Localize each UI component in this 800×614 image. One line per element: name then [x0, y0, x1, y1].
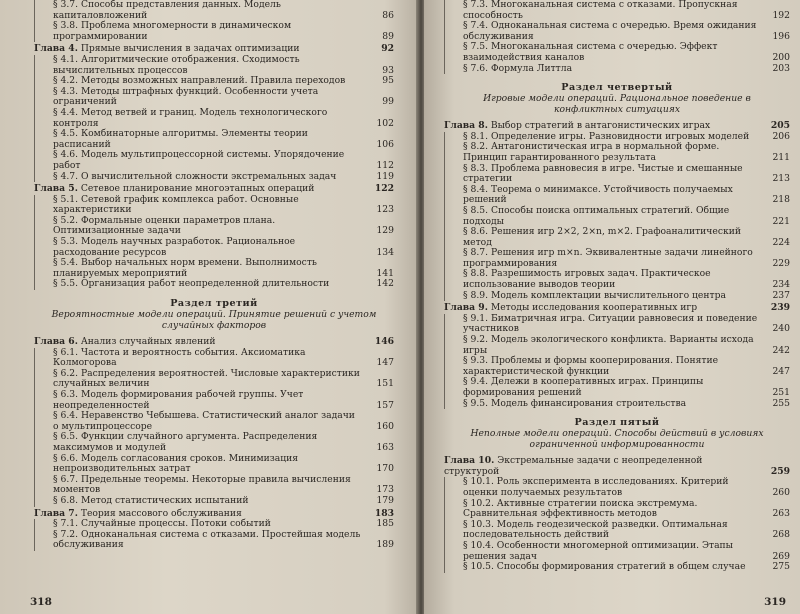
entry-title: § 4.5. Комбинаторные алгоритмы. Элементы теории расписаний	[53, 128, 308, 150]
entry-page-number: 218	[772, 194, 790, 206]
part-title: Раздел третий	[170, 298, 258, 310]
right-toc-column	[444, 0, 790, 573]
section-entry	[444, 142, 790, 163]
entry-page-number: 203	[772, 62, 790, 74]
chapter-number: Глава 10.	[444, 455, 495, 467]
section-entry	[444, 477, 790, 498]
entry-title: § 8.5. Способы поиска оптимальных стратегий. Общие подходы	[463, 204, 730, 227]
entry-title: § 6.6. Модель согласования сроков. Минимизация непроизводительных затрат	[53, 452, 299, 475]
entry-title: § 10.4. Особенности многомерной оптимизации. Этапы решения задач	[463, 539, 733, 562]
entry-title: § 5.5. Организация работ неопределенной длительности	[53, 278, 330, 290]
entry-page-number: 122	[374, 183, 394, 195]
entry-page-number: 205	[770, 120, 790, 132]
section-entry	[444, 0, 790, 21]
entry-title: § 4.3. Методы штрафных функций. Особенности учета ограничений	[53, 85, 319, 108]
entry-title: § 6.5. Функции случайного аргумента. Распределения максимумов и модулей	[53, 431, 318, 453]
chapter-number: Глава 4.	[34, 43, 78, 55]
entry-title: § 10.2. Активные стратегии поиска экстремума. Сравнительная эффективность методов	[463, 497, 698, 520]
entry-page-number: 99	[382, 96, 394, 108]
entry-page-number: 160	[376, 420, 394, 432]
entry-page-number: 146	[374, 336, 394, 348]
entry-title: § 9.3. Проблемы и формы кооперирования. Понятие характеристической функции	[463, 355, 719, 377]
section-entry	[444, 499, 790, 520]
entry-title: Прямые вычисления в задачах оптимизации	[80, 43, 300, 55]
entry-page-number: 95	[382, 75, 394, 87]
entry-title: § 8.3. Проблема равновесия в игре. Чистые и смешанные стратегии	[463, 162, 743, 185]
entry-title: § 8.2. Антагонистическая игра в нормальной форме. Принцип гарантированного результата	[463, 141, 720, 163]
entry-page-number: 200	[772, 51, 790, 63]
entry-page-number: 170	[376, 463, 394, 475]
entry-title: § 6.1. Частота и вероятность события. Аксиоматика Колмогорова	[53, 346, 306, 369]
left-page-number: 318	[30, 596, 52, 608]
section-entry	[444, 520, 790, 541]
entry-page-number: 106	[376, 138, 394, 150]
section-entry	[444, 206, 790, 227]
entry-page-number: 151	[376, 378, 394, 390]
entry-title: § 5.1. Сетевой график комплекса работ. Основные характеристики	[53, 193, 299, 216]
section-entry	[444, 399, 790, 410]
entry-title: § 9.2. Модель экологического конфликта. Варианты исхода игры	[463, 334, 754, 356]
entry-title: § 7.6. Формула Литтла	[463, 62, 573, 74]
entry-title: Сетевое планирование многоэтапных операций	[80, 183, 315, 195]
section-entry	[444, 335, 790, 356]
entry-page-number: 129	[376, 225, 394, 237]
entry-title: § 6.7. Предельные теоремы. Некоторые правила вычисления моментов	[53, 473, 351, 496]
entry-page-number: 255	[772, 397, 790, 409]
entry-page-number: 185	[376, 518, 394, 530]
entry-page-number: 92	[381, 43, 394, 55]
entry-page-number: 163	[376, 441, 394, 453]
section-entry	[34, 279, 394, 290]
entry-title: § 4.7. О вычислительной сложности экстремальных задач	[53, 170, 337, 182]
entry-page-number: 259	[770, 465, 790, 477]
entry-page-number: 189	[376, 539, 394, 551]
section-entry	[34, 475, 394, 496]
entry-page-number: 221	[772, 215, 790, 227]
section-entry	[444, 164, 790, 185]
section-entry	[444, 248, 790, 269]
entry-title: § 7.5. Многоканальная система с очередью. Эффект взаимодействия каналов	[463, 41, 718, 63]
entry-page-number: 196	[772, 30, 790, 42]
entry-title: § 6.8. Метод статистических испытаний	[53, 494, 249, 506]
chapter-number: Глава 5.	[34, 183, 78, 195]
section-entry	[444, 541, 790, 562]
entry-title: § 7.3. Многоканальная система с отказами. Пропускная способность	[463, 0, 738, 21]
section-entry	[34, 216, 394, 237]
section-entry	[34, 390, 394, 411]
section-entry	[34, 237, 394, 258]
entry-title: § 8.1. Определение игры. Разновидности игровых моделей	[463, 130, 750, 142]
entry-title: Методы исследования кооперативных игр	[490, 302, 698, 314]
entry-page-number: 229	[772, 257, 790, 269]
entry-page-number: 86	[382, 9, 394, 21]
left-toc-column	[34, 0, 394, 551]
entry-page-number: 183	[374, 507, 394, 519]
entry-page-number: 269	[772, 550, 790, 562]
entry-title: § 6.4. Неравенство Чебышева. Статистический аналог задачи о мультипроцессоре	[53, 410, 355, 432]
entry-page-number: 211	[772, 151, 790, 163]
section-entry	[444, 291, 790, 302]
entry-title: § 3.7. Способы представления данных. Модель капиталовложений	[53, 0, 281, 21]
entry-page-number: 234	[772, 279, 790, 291]
section-entry	[444, 377, 790, 398]
entry-page-number: 147	[376, 357, 394, 369]
section-entry	[444, 21, 790, 42]
section-entry	[34, 411, 394, 432]
section-entry	[444, 64, 790, 75]
right-page-number: 319	[764, 596, 786, 608]
entry-title: Теория массового обслуживания	[80, 507, 242, 519]
entry-title: § 7.2. Одноканальная система с отказами. Простейшая модель обслуживания	[53, 528, 361, 551]
entry-title: § 6.3. Модель формирования рабочей группы. Учет неопределенностей	[53, 389, 304, 411]
entry-page-number: 224	[772, 236, 790, 248]
section-entry	[34, 496, 394, 507]
entry-title: Экстремальные задачи с неопределенной структурой	[444, 455, 703, 477]
entry-page-number: 141	[376, 267, 394, 279]
entry-title: § 4.1. Алгоритмические отображения. Сходимость вычислительных процессов	[53, 53, 300, 76]
entry-title: § 9.1. Биматричная игра. Ситуации равновесия и поведение участников	[463, 312, 758, 335]
section-entry	[444, 562, 790, 573]
entry-title: § 6.2. Распределения вероятностей. Числовые характеристики случайных величин	[53, 367, 360, 390]
chapter-number: Глава 8.	[444, 120, 488, 132]
section-entry	[34, 55, 394, 76]
section-entry	[34, 129, 394, 150]
section-entry	[34, 172, 394, 183]
entry-page-number: 237	[772, 289, 790, 301]
entry-page-number: 89	[382, 30, 394, 42]
entry-title: § 8.9. Модель комплектации вычислительного центра	[463, 289, 726, 301]
entry-title: § 10.1. Роль эксперимента в исследованиях. Критерий оценки получаемых результатов	[463, 476, 729, 498]
entry-page-number: 247	[772, 365, 790, 377]
entry-title: § 7.4. Одноканальная система с очередью. Время ожидания обслуживания	[463, 20, 757, 42]
entry-title: § 4.6. Модель мультипроцессорной системы. Упорядочение работ	[53, 149, 345, 171]
section-entry	[34, 369, 394, 390]
entry-title: § 5.3. Модель научных разработок. Рациональное расходование ресурсов	[53, 236, 296, 258]
section-entry	[34, 150, 394, 171]
entry-title: Выбор стратегий в антагонистических играх	[490, 120, 711, 132]
entry-page-number: 142	[376, 278, 394, 290]
section-entry	[34, 432, 394, 453]
entry-page-number: 173	[376, 484, 394, 496]
section-entry	[444, 185, 790, 206]
chapter-entry	[444, 456, 790, 477]
entry-page-number: 251	[772, 387, 790, 398]
entry-title: § 10.3. Модель геодезической разведки. Оптимальная последовательность действий	[463, 518, 728, 541]
entry-page-number: 213	[772, 173, 790, 185]
entry-title: § 3.8. Проблема многомерности в динамическом программировании	[53, 20, 292, 42]
section-entry	[34, 108, 394, 129]
entry-title: § 9.5. Модель финансирования строительства	[463, 397, 687, 409]
section-entry	[444, 42, 790, 63]
section-entry	[34, 195, 394, 216]
right-page	[424, 0, 800, 614]
entry-title: § 8.8. Разрешимость игровых задач. Практическое использование выводов теории	[463, 268, 711, 291]
entry-page-number: 263	[772, 508, 790, 520]
entry-page-number: 268	[772, 529, 790, 541]
section-entry	[444, 269, 790, 290]
section-entry	[34, 454, 394, 475]
entry-title: § 7.1. Случайные процессы. Потоки событий	[53, 518, 271, 530]
entry-title: § 8.7. Решения игр m×n. Эквивалентные задачи линейного программирования	[463, 247, 753, 269]
section-entry	[34, 0, 394, 21]
entry-page-number: 242	[772, 344, 790, 356]
part-title: Раздел пятый	[574, 417, 660, 429]
entry-title: § 4.2. Методы возможных направлений. Правила переходов	[53, 75, 346, 87]
entry-title: § 10.5. Способы формирования стратегий в общем случае	[463, 561, 746, 573]
entry-page-number: 179	[376, 494, 394, 506]
entry-title: Анализ случайных явлений	[80, 336, 216, 348]
entry-page-number: 123	[376, 204, 394, 216]
entry-page-number: 192	[772, 9, 790, 21]
section-entry	[34, 530, 394, 551]
entry-page-number: 93	[382, 64, 394, 76]
part-subtitle: Вероятностные модели операций. Принятие решений с учетом случайных факторов	[51, 309, 377, 332]
entry-title: § 5.4. Выбор начальных норм времени. Выполнимость планируемых мероприятий	[53, 257, 317, 279]
section-entry	[444, 227, 790, 248]
section-entry	[34, 87, 394, 108]
section-entry	[34, 21, 394, 42]
section-entry	[444, 356, 790, 377]
entry-page-number: 260	[772, 486, 790, 498]
entry-page-number: 240	[772, 323, 790, 335]
chapter-number: Глава 6.	[34, 336, 78, 348]
entry-page-number: 206	[772, 130, 790, 142]
entry-page-number: 134	[376, 246, 394, 258]
entry-page-number: 239	[770, 302, 790, 314]
part-title: Раздел четвертый	[561, 82, 673, 94]
entry-title: § 8.4. Теорема о минимаксе. Устойчивость получаемых решений	[463, 183, 733, 206]
entry-page-number: 102	[376, 117, 394, 129]
entry-page-number: 119	[376, 170, 394, 182]
part-subtitle: Неполные модели операций. Способы действий в условиях ограниченной информированности	[470, 428, 764, 451]
section-entry	[34, 348, 394, 369]
entry-title: § 4.4. Метод ветвей и границ. Модель технологического контроля	[53, 106, 328, 129]
section-entry	[34, 258, 394, 279]
entry-title: § 9.4. Дележи в кооперативных играх. Принципы формирования решений	[463, 376, 704, 398]
entry-page-number: 112	[376, 159, 394, 171]
part-subtitle: Игровые модели операций. Рациональное поведение в конфликтных ситуациях	[483, 93, 751, 116]
chapter-number: Глава 7.	[34, 507, 78, 519]
chapter-number: Глава 9.	[444, 302, 488, 314]
entry-title: § 5.2. Формальные оценки параметров плана. Оптимизационные задачи	[53, 214, 276, 237]
entry-page-number: 275	[772, 561, 790, 573]
entry-title: § 8.6. Решения игр 2×2, 2×n, m×2. Графоаналитический метод	[463, 226, 741, 248]
section-entry	[444, 314, 790, 335]
entry-page-number: 157	[376, 399, 394, 411]
